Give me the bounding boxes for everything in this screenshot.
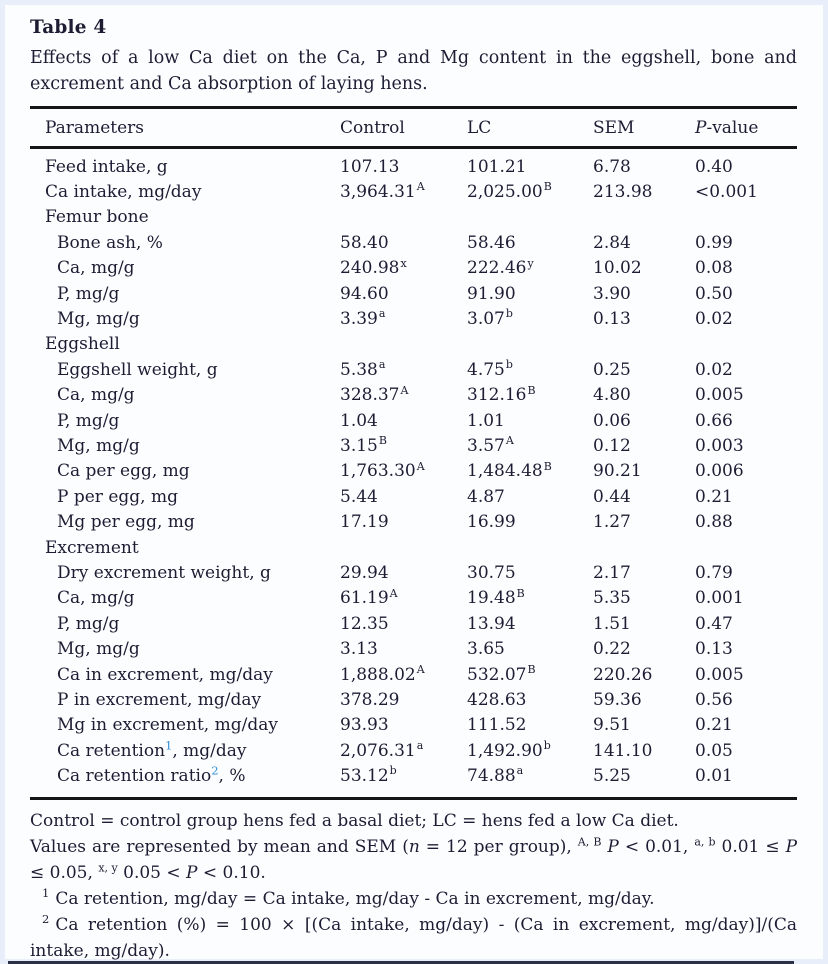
cell-sem: 3.90: [593, 283, 631, 304]
cell-control: 3.39$^a$: [340, 307, 386, 330]
cell-parameter: [30, 690, 340, 710]
cell-control: $3.15^B$: [340, 434, 387, 456]
cell-control: 378.29: [340, 689, 400, 710]
cell-lc: $19.48^B$: [467, 586, 525, 609]
parameter-label: Mg, mg/g: [57, 435, 140, 456]
cell-control: $3,964.31^A$: [340, 180, 425, 203]
cell-p-value: 0.02: [695, 309, 733, 330]
cell-control: $61.19^A$: [340, 586, 398, 609]
cell-p-value: <0.001: [695, 182, 758, 203]
table-row: [30, 306, 797, 331]
cell-control: $1,763.30^A$: [340, 459, 425, 482]
cell-control: $328.37^A$: [340, 383, 409, 406]
cell-parameter: [30, 461, 340, 481]
cell-lc: 222.46$^y$: [467, 256, 534, 279]
cell-p-value: 0.66: [695, 410, 733, 431]
cell-p-value: 0.50: [695, 283, 733, 304]
cell-control: 53.12$^b$: [340, 764, 397, 787]
cell-sem: 5.25: [593, 766, 631, 787]
cell-sem: 2.17: [593, 562, 631, 583]
cell-parameter: [30, 385, 340, 405]
table-row: [30, 205, 797, 230]
cell-control: 3.13: [340, 639, 378, 660]
cell-parameter: [30, 512, 340, 532]
cell-p-value: 0.003: [695, 435, 744, 456]
column-header-sem: SEM: [593, 117, 635, 138]
parameter-label: Mg per egg, mg: [57, 512, 195, 533]
footnote-1-marker: 1: [42, 886, 50, 901]
table-row: [30, 484, 797, 509]
cell-control: 2,076.31$^a$: [340, 739, 424, 761]
cell-sem: 4.80: [593, 385, 631, 406]
cell-lc: 428.63: [467, 689, 527, 710]
cell-control: 240.98$^x$: [340, 256, 407, 279]
significance-superscript: A: [400, 383, 409, 397]
column-header-lc: LC: [467, 117, 492, 138]
parameter-label: Ca per egg, mg: [57, 461, 190, 482]
table-row: [30, 560, 797, 585]
cell-lc: 1,492.90$^b$: [467, 739, 551, 761]
cell-parameter: [30, 233, 340, 253]
cell-sem: 59.36: [593, 689, 642, 710]
cell-parameter: [30, 436, 340, 456]
table-caption: Effects of a low Ca diet on the Ca, P and Mg content in the eggshell, bone and excrement and Ca absorption of laying hens.: [30, 48, 797, 94]
parameter-label: P per egg, mg: [57, 486, 178, 507]
significance-superscript: B: [516, 586, 525, 600]
parameter-label: Mg, mg/g: [57, 309, 140, 330]
cell-sem: 0.25: [593, 359, 631, 380]
footnote-1: [30, 886, 797, 912]
cell-sem: 141.10: [593, 740, 653, 761]
cell-p-value: 0.88: [695, 512, 733, 533]
footnote-1-text: Ca retention, mg/day = Ca intake, mg/day - Ca in excrement, mg/day.: [55, 888, 655, 909]
table-row: [30, 154, 797, 179]
cell-sem: 10.02: [593, 258, 642, 279]
cell-p-value: 0.56: [695, 689, 733, 710]
cell-lc: 3.65: [467, 639, 505, 660]
cell-lc: 30.75: [467, 562, 516, 583]
table-row: [30, 383, 797, 408]
cell-p-value: 0.005: [695, 385, 744, 406]
parameter-label: Ca, mg/g: [57, 385, 135, 406]
cell-p-value: 0.05: [695, 740, 733, 761]
cell-parameter: [30, 639, 340, 659]
cell-parameter: [30, 738, 340, 761]
cell-lc: 16.99: [467, 512, 516, 533]
cell-sem: 220.26: [593, 664, 653, 685]
cell-lc: 3.07$^b$: [467, 307, 513, 330]
cell-lc: 58.46: [467, 232, 516, 253]
significance-superscript: B: [527, 383, 536, 397]
cell-control: 5.44: [340, 486, 378, 507]
cell-control: 29.94: [340, 562, 389, 583]
footnote-ref-link[interactable]: 2: [211, 763, 219, 778]
cell-sem: 6.78: [593, 156, 631, 177]
cell-control: $1,888.02^A$: [340, 662, 425, 685]
table-row: [30, 256, 797, 281]
cell-lc: 13.94: [467, 613, 516, 634]
cell-sem: 9.51: [593, 715, 631, 736]
cell-sem: 0.22: [593, 639, 631, 660]
cell-lc: $532.07^B$: [467, 662, 536, 685]
table-row: [30, 662, 797, 687]
cell-p-value: 0.21: [695, 486, 733, 507]
parameter-label: Eggshell weight, g: [57, 359, 218, 380]
footnote-2-text: Ca retention (%) = 100 × [(Ca intake, mg/day) - (Ca in excrement, mg/day)]/(Ca intake, mg/day).: [30, 914, 797, 961]
cell-sem: 90.21: [593, 461, 642, 482]
table-row: [30, 738, 797, 763]
cell-parameter: [30, 284, 340, 304]
cell-sem: 1.27: [593, 512, 631, 533]
cell-parameter: [30, 538, 340, 558]
significance-superscript: A: [416, 180, 425, 194]
significance-superscript: b: [505, 307, 513, 321]
table-row: [30, 636, 797, 661]
table-row: [30, 357, 797, 382]
significance-superscript: a: [378, 307, 386, 321]
parameter-label: Ca, mg/g: [57, 258, 135, 279]
cell-p-value: 0.79: [695, 562, 733, 583]
cell-lc: 1.01: [467, 410, 505, 431]
cell-parameter: [30, 360, 340, 380]
table-row: [30, 713, 797, 738]
significance-superscript: a: [416, 739, 424, 753]
cell-parameter: [30, 614, 340, 634]
cell-lc: 101.21: [467, 156, 527, 177]
cell-sem: 1.51: [593, 613, 631, 634]
parameter-label: Mg in excrement, mg/day: [57, 715, 278, 736]
table-header-row: [30, 109, 797, 146]
table-row: [30, 586, 797, 611]
cell-p-value: 0.001: [695, 588, 744, 609]
cell-parameter: [30, 411, 340, 431]
significance-superscript: a: [516, 764, 524, 778]
parameter-label: Dry excrement weight, g: [57, 562, 271, 583]
cell-parameter: [30, 588, 340, 608]
table-row: [30, 433, 797, 458]
significance-superscript: a: [378, 358, 386, 372]
table-row: [30, 408, 797, 433]
cell-control: 12.35: [340, 613, 389, 634]
parameter-label-unit: , mg/day: [172, 740, 247, 761]
column-header-control: Control: [340, 117, 405, 138]
cell-parameter: [30, 157, 340, 177]
significance-superscript: A: [416, 459, 425, 473]
cell-lc: 111.52: [467, 715, 527, 736]
cell-lc: $3.57^A$: [467, 434, 514, 456]
cell-parameter: [30, 182, 340, 202]
footnote-ref-link[interactable]: 1: [165, 738, 173, 753]
cell-lc: $312.16^B$: [467, 383, 536, 406]
cell-p-value: 0.47: [695, 613, 733, 634]
cell-sem: 213.98: [593, 182, 653, 203]
parameter-label: Ca retention: [57, 740, 166, 761]
significance-superscript: b: [505, 358, 513, 372]
cell-p-value: 0.40: [695, 156, 733, 177]
cell-sem: 0.44: [593, 486, 631, 507]
cell-parameter: [30, 563, 340, 583]
significance-superscript: B: [543, 180, 552, 194]
cell-control: 5.38$^a$: [340, 358, 386, 380]
table-title: Table 4: [30, 17, 107, 38]
table-row: [30, 763, 797, 788]
table-body: [30, 149, 797, 797]
table-row: [30, 230, 797, 255]
parameter-label: Mg, mg/g: [57, 639, 140, 660]
cell-sem: 0.13: [593, 309, 631, 330]
table-row: [30, 332, 797, 357]
cell-lc: 91.90: [467, 283, 516, 304]
table-row: [30, 509, 797, 534]
cell-control: 58.40: [340, 232, 389, 253]
parameter-label: Ca, mg/g: [57, 588, 135, 609]
cell-control: 1.04: [340, 410, 378, 431]
parameter-label: Bone ash, %: [57, 232, 163, 253]
parameter-label: P, mg/g: [57, 410, 120, 431]
column-header-p-value: P-value: [695, 117, 759, 138]
cell-lc: 4.75$^b$: [467, 358, 513, 380]
cell-control: 93.93: [340, 715, 389, 736]
significance-superscript: b: [543, 739, 551, 753]
cell-parameter: [30, 715, 340, 735]
parameter-label: Ca intake, mg/day: [45, 182, 202, 203]
cell-parameter: [30, 334, 340, 354]
table-row: [30, 535, 797, 560]
cell-p-value: 0.01: [695, 766, 733, 787]
cell-parameter: [30, 665, 340, 685]
significance-superscript: B: [527, 662, 536, 676]
table-row: [30, 179, 797, 204]
cell-sem: 2.84: [593, 232, 631, 253]
cell-parameter: [30, 309, 340, 329]
cell-p-value: 0.006: [695, 461, 744, 482]
footnotes-block: [30, 808, 797, 964]
table-row: [30, 281, 797, 306]
cell-parameter: [30, 763, 340, 787]
cell-lc: $2,025.00^B$: [467, 180, 552, 203]
parameter-label: Femur bone: [45, 207, 149, 228]
footnote-abbreviations: Control = control group hens fed a basal diet; LC = hens fed a low Ca diet.: [30, 810, 679, 831]
parameter-label: P, mg/g: [57, 613, 120, 634]
cell-lc: 74.88$^a$: [467, 764, 524, 787]
cell-control: 107.13: [340, 156, 400, 177]
footnote-2-marker: 2: [42, 912, 50, 927]
significance-superscript: A: [416, 662, 425, 676]
significance-superscript: b: [389, 764, 397, 778]
significance-superscript: x: [400, 256, 407, 270]
cell-p-value: 0.02: [695, 359, 733, 380]
cell-lc: 4.87: [467, 486, 505, 507]
cell-lc: $1,484.48^B$: [467, 459, 552, 482]
parameter-label: Ca retention ratio: [57, 766, 212, 787]
cell-p-value: 0.005: [695, 664, 744, 685]
significance-superscript: A: [389, 586, 398, 600]
data-table: [30, 106, 797, 800]
footnote-significance: Values are represented by mean and SEM (n = 12 per group), $^{A, B}$ P < 0.01, $^{a, b}$ 0.01 ≤ P ≤ 0.05, $^{x, y}$ 0.05 < P < 0.10.: [30, 835, 798, 883]
table-row: [30, 611, 797, 636]
cell-p-value: 0.21: [695, 715, 733, 736]
footnote-2: [30, 912, 797, 964]
cell-sem: 0.06: [593, 410, 631, 431]
parameter-label: Excrement: [45, 537, 139, 558]
significance-superscript: y: [527, 256, 534, 270]
cell-control: 17.19: [340, 512, 389, 533]
parameter-label: Eggshell: [45, 334, 120, 355]
cell-p-value: 0.08: [695, 258, 733, 279]
cell-p-value: 0.99: [695, 232, 733, 253]
table-row: [30, 687, 797, 712]
cell-sem: 0.12: [593, 435, 631, 456]
parameter-label: Feed intake, g: [45, 156, 168, 177]
column-header-parameters: Parameters: [45, 117, 144, 138]
significance-superscript: B: [378, 434, 387, 448]
parameter-label: P, mg/g: [57, 283, 120, 304]
parameter-label: Ca in excrement, mg/day: [57, 664, 273, 685]
significance-superscript: A: [505, 434, 514, 448]
cell-parameter: [30, 207, 340, 227]
table-rule-bottom: [30, 797, 797, 800]
cell-parameter: [30, 258, 340, 278]
cell-sem: 5.35: [593, 588, 631, 609]
cell-p-value: 0.13: [695, 639, 733, 660]
cell-control: 94.60: [340, 283, 389, 304]
parameter-label-unit: , %: [218, 766, 246, 787]
cell-parameter: [30, 487, 340, 507]
significance-superscript: B: [543, 459, 552, 473]
parameter-label: P in excrement, mg/day: [57, 689, 262, 710]
table-row: [30, 459, 797, 484]
